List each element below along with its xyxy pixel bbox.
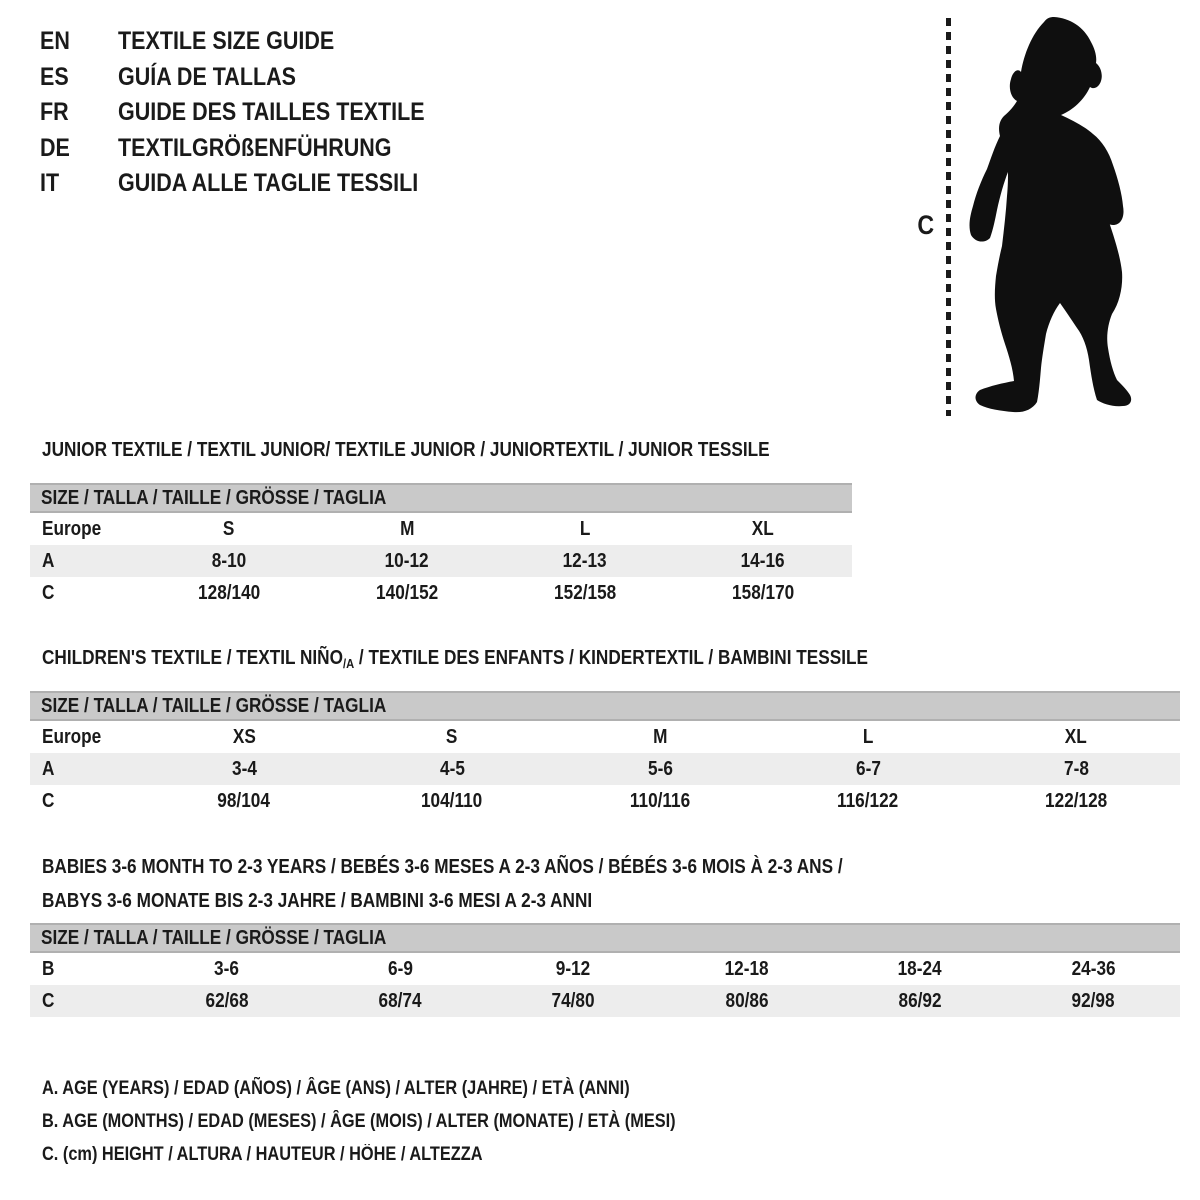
table-row xyxy=(30,513,852,545)
cell-value: 122/128 xyxy=(1044,789,1108,812)
language-row xyxy=(40,166,475,202)
height-dashed-line xyxy=(946,18,951,416)
language-label: GUÍA DE TALLAS xyxy=(118,62,296,91)
size-table-header: SIZE / TALLA / TAILLE / GRÖSSE / TAGLIA xyxy=(30,691,1180,721)
legend xyxy=(42,1072,779,1171)
cell-value: S xyxy=(446,725,458,748)
size-table xyxy=(30,923,1180,1017)
cell-value: 128/140 xyxy=(197,581,261,604)
language-row xyxy=(40,131,475,167)
language-label: GUIDE DES TAILLES TEXTILE xyxy=(118,98,425,126)
size-table xyxy=(30,483,852,609)
language-code: IT xyxy=(40,169,60,197)
cell-value: 7-8 xyxy=(1063,757,1089,780)
cell-value: 68/74 xyxy=(378,989,422,1012)
table-row xyxy=(30,545,852,577)
row-label: Europe xyxy=(42,725,102,748)
row-label: C xyxy=(42,581,55,604)
cell-value: M xyxy=(399,517,415,540)
legend-line: C. (cm) HEIGHT / ALTURA / HAUTEUR / HÖHE / ALTEZZA xyxy=(42,1144,483,1165)
language-label: GUIDA ALLE TAGLIE TESSILI xyxy=(118,169,419,197)
section-title xyxy=(42,433,888,467)
language-row xyxy=(40,24,475,60)
cell-value: XS xyxy=(232,725,256,748)
cell-value: 140/152 xyxy=(375,581,439,604)
row-label: B xyxy=(42,957,55,980)
cell-value: 12-18 xyxy=(724,957,769,980)
size-table-header: SIZE / TALLA / TAILLE / GRÖSSE / TAGLIA xyxy=(30,923,1180,953)
cell-value: 10-12 xyxy=(385,549,429,572)
row-label: Europe xyxy=(42,517,102,540)
toddler-silhouette-icon xyxy=(962,14,1140,420)
table-row xyxy=(30,985,1180,1017)
section-title-line: BABIES 3-6 MONTH TO 2-3 YEARS / BEBÉS 3-6 MESES A 2-3 AÑOS / BÉBÉS 3-6 MOIS À 2-3 ANS / xyxy=(42,856,843,878)
cell-value: 6-7 xyxy=(855,757,881,780)
section-title-line: JUNIOR TEXTILE / TEXTIL JUNIOR/ TEXTILE JUNIOR / JUNIORTEXTIL / JUNIOR TESSILE xyxy=(42,439,770,461)
cell-value: L xyxy=(579,517,591,540)
table-row xyxy=(30,785,1180,817)
size-table-header: SIZE / TALLA / TAILLE / GRÖSSE / TAGLIA xyxy=(30,483,852,513)
language-code: DE xyxy=(40,133,70,162)
cell-value: L xyxy=(862,725,874,748)
cell-value: 9-12 xyxy=(556,957,591,980)
language-row xyxy=(40,95,475,131)
table-row xyxy=(30,721,1180,753)
language-code: ES xyxy=(40,62,69,91)
cell-value: 24-36 xyxy=(1071,957,1116,980)
cell-value: 110/116 xyxy=(629,789,691,812)
cell-value: 6-9 xyxy=(387,957,413,980)
legend-line: B. AGE (MONTHS) / EDAD (MESES) / ÂGE (MOIS) / ALTER (MONATE) / ETÀ (MESI) xyxy=(42,1111,676,1132)
language-list xyxy=(40,24,475,202)
row-label: C xyxy=(42,789,55,812)
legend-line: A. AGE (YEARS) / EDAD (AÑOS) / ÂGE (ANS) / ALTER (JAHRE) / ETÀ (ANNI) xyxy=(42,1078,630,1099)
cell-value: 86/92 xyxy=(898,989,942,1012)
cell-value: 18-24 xyxy=(897,957,942,980)
cell-value: 80/86 xyxy=(725,989,769,1012)
cell-value: 104/110 xyxy=(421,789,483,812)
cell-value: 98/104 xyxy=(217,789,271,812)
section-title xyxy=(42,850,973,918)
cell-value: 12-13 xyxy=(563,549,607,572)
cell-value: M xyxy=(652,725,668,748)
table-row xyxy=(30,577,852,609)
size-table xyxy=(30,691,1180,817)
cell-value: 5-6 xyxy=(647,757,673,780)
cell-value: 3-4 xyxy=(231,757,257,780)
language-row xyxy=(40,60,475,96)
language-code: EN xyxy=(40,27,70,55)
language-label: TEXTILE SIZE GUIDE xyxy=(118,27,335,55)
table-row xyxy=(30,953,1180,985)
cell-value: 4-5 xyxy=(439,757,465,780)
cell-value: 158/170 xyxy=(731,581,795,604)
cell-value: 152/158 xyxy=(553,581,617,604)
cell-value: S xyxy=(223,517,235,540)
language-label: TEXTILGRÖßENFÜHRUNG xyxy=(118,133,392,162)
height-measure-label: C xyxy=(917,210,935,240)
row-label: A xyxy=(42,757,55,780)
section-title xyxy=(42,641,1002,677)
cell-value: XL xyxy=(752,517,774,540)
cell-value: 14-16 xyxy=(741,549,785,572)
row-label: A xyxy=(42,549,55,572)
cell-value: 116/122 xyxy=(837,789,899,812)
section-title-line: BABYS 3-6 MONATE BIS 2-3 JAHRE / BAMBINI 3-6 MESI A 2-3 ANNI xyxy=(42,890,593,912)
cell-value: 74/80 xyxy=(551,989,595,1012)
row-label: C xyxy=(42,989,55,1012)
cell-value: 92/98 xyxy=(1071,989,1115,1012)
cell-value: 3-6 xyxy=(214,957,240,980)
language-code: FR xyxy=(40,98,69,126)
cell-value: XL xyxy=(1065,725,1087,748)
cell-value: 62/68 xyxy=(205,989,249,1012)
cell-value: 8-10 xyxy=(211,549,247,572)
table-row xyxy=(30,753,1180,785)
section-title-line: CHILDREN'S TEXTILE / TEXTIL $NIÑO_{/A}$ / TEXTILE DES ENFANTS / KINDERTEXTIL / BAMBINI TESSILE xyxy=(42,647,868,671)
